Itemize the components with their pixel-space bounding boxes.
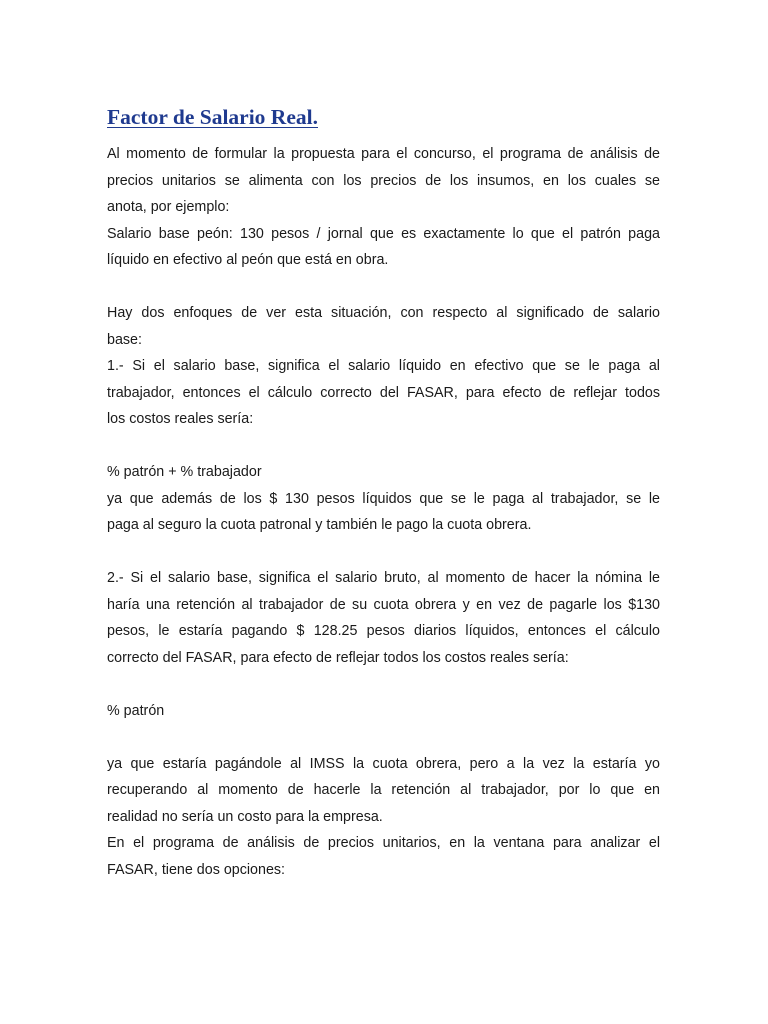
body-line: precios unitarios se alimenta con los precios de los insumos, en los cuales se [107, 172, 660, 189]
body-line: recuperando al momento de hacerle la retención al trabajador, por lo que en [107, 782, 660, 798]
blank-line [107, 539, 660, 566]
body-line: pesos, le estaría pagando $ 128.25 pesos diarios líquidos, entonces el cálculo [107, 623, 660, 639]
body-line: anota, por ejemplo: [107, 199, 230, 215]
body-line: haría una retención al trabajador de su cuota obrera y en vez de pagarle los $130 [107, 596, 660, 613]
body-line: % patrón + % trabajador [107, 464, 262, 480]
body-line: 1.- Si el salario base, significa el salario líquido en efectivo que se le paga al [107, 358, 660, 374]
document-body [107, 141, 660, 883]
blank-line [107, 724, 660, 751]
document-title: Factor de Salario Real. [107, 105, 318, 129]
body-line: realidad no sería un costo para la empresa. [107, 808, 383, 825]
body-line: trabajador, entonces el cálculo correcto del FASAR, para efecto de reflejar todos [107, 384, 660, 401]
body-line: Salario base peón: 130 pesos / jornal que es exactamente lo que el patrón paga [107, 225, 660, 242]
body-line: correcto del FASAR, para efecto de reflejar todos los costos reales sería: [107, 649, 569, 666]
body-line: Hay dos enfoques de ver esta situación, con respecto al significado de salario [107, 305, 660, 321]
body-line: % patrón [107, 702, 165, 719]
blank-line [107, 671, 660, 698]
body-line: los costos reales sería: [107, 411, 254, 427]
body-line: base: [107, 331, 142, 348]
body-line: En el programa de análisis de precios unitarios, en la ventana para analizar el [107, 835, 660, 851]
blank-line [107, 274, 660, 301]
document-page [107, 100, 660, 883]
body-line: FASAR, tiene dos opciones: [107, 861, 286, 878]
body-line: ya que estaría pagándole al IMSS la cuota obrera, pero a la vez la estaría yo [107, 755, 660, 772]
body-line: líquido en efectivo al peón que está en obra. [107, 252, 389, 268]
body-line: paga al seguro la cuota patronal y también le pago la cuota obrera. [107, 517, 532, 533]
blank-line [107, 433, 660, 460]
body-line: 2.- Si el salario base, significa el salario bruto, al momento de hacer la nómina le [107, 570, 660, 586]
body-line: Al momento de formular la propuesta para el concurso, el programa de análisis de [107, 146, 660, 162]
body-line: ya que además de los $ 130 pesos líquidos que se le paga al trabajador, se le [107, 490, 660, 507]
